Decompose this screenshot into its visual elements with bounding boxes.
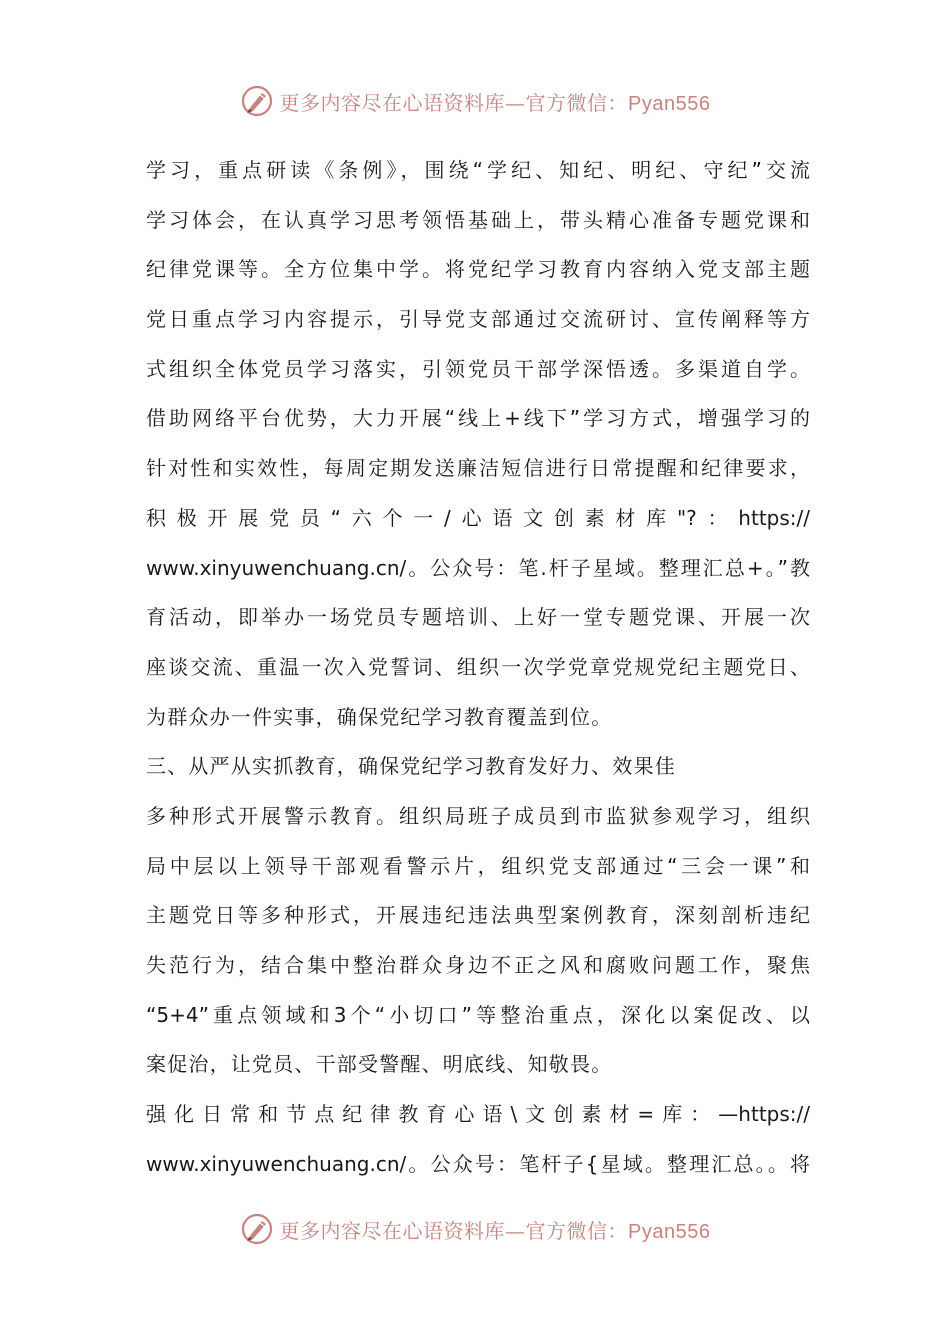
- paragraph-line: 学习，重点研读《条例》，围绕“学纪、知纪、明纪、守纪”交流: [146, 158, 810, 182]
- header-watermark-banner: [0, 84, 950, 118]
- banner-text: 更多内容尽在心语资料库—官方微信：Pyan556: [279, 90, 711, 115]
- paragraph-line: 座谈交流、重温一次入党誓词、组织一次学党章党规党纪主题党日、: [146, 654, 810, 679]
- paragraph-line: www.xinyuwenchuang.cn/。公众号：笔.杆子星域。整理汇总+。”教: [146, 555, 810, 580]
- paragraph-line: 强化日常和节点纪律教育心语\文创素材=库：—https://: [146, 1102, 810, 1127]
- banner-text: 更多内容尽在心语资料库—官方微信：Pyan556: [279, 1218, 711, 1243]
- paragraph-line: 局中层以上领导干部观看警示片，组织党支部通过“三会一课”和: [146, 853, 810, 878]
- paragraph-line: 纪律党课等。全方位集中学。将党纪学习教育内容纳入党支部主题: [146, 257, 810, 282]
- banner-wechat-id: Pyan556: [628, 92, 711, 115]
- section-heading: 三、从严从实抓教育，确保党纪学习教育发好力、效果佳: [146, 754, 676, 779]
- paragraph-line: 针对性和实效性，每周定期发送廉洁短信进行日常提醒和纪律要求，: [146, 456, 810, 481]
- paragraph-line: www.xinyuwenchuang.cn/。公众号：笔杆子{星域。整理汇总。。将: [146, 1151, 810, 1176]
- footer-watermark-banner: [0, 1212, 950, 1246]
- pen-logo-icon: [240, 84, 274, 118]
- paragraph-line: 主题党日等多种形式，开展违纪违法典型案例教育，深刻剖析违纪: [146, 903, 810, 928]
- paragraph-line: 为群众办一件实事，确保党纪学习教育覆盖到位。: [146, 704, 613, 729]
- document-body: [146, 146, 810, 1189]
- paragraph-line: 党日重点学习内容提示，引导党支部通过交流研讨、宣传阐释等方: [146, 307, 810, 332]
- paragraph-line: 式组织全体党员学习落实，引领党员干部学深悟透。多渠道自学。: [146, 356, 810, 381]
- paragraph-line: 学习体会，在认真学习思考领悟基础上，带头精心准备专题党课和: [146, 207, 810, 232]
- paragraph-line: 借助网络平台优势，大力开展“线上+线下”学习方式，增强学习的: [146, 406, 810, 431]
- paragraph-line: 育活动，即举办一场党员专题培训、上好一堂专题党课、开展一次: [146, 605, 810, 630]
- paragraph-line: 案促治，让党员、干部受警醒、明底线、知敬畏。: [146, 1052, 613, 1077]
- paragraph-line: 多种形式开展警示教育。组织局班子成员到市监狱参观学习，组织: [146, 803, 810, 828]
- pen-logo-icon: [240, 1212, 274, 1246]
- paragraph-line: “5+4”重点领域和3个“小切口”等整治重点，深化以案促改、以: [146, 1002, 810, 1027]
- paragraph-line: 积极开展党员“六个一/心语文创素材库"?：https://: [146, 505, 810, 530]
- banner-wechat-id: Pyan556: [628, 1220, 711, 1243]
- paragraph-line: 失范行为，结合集中整治群众身边不正之风和腐败问题工作，聚焦: [146, 953, 810, 977]
